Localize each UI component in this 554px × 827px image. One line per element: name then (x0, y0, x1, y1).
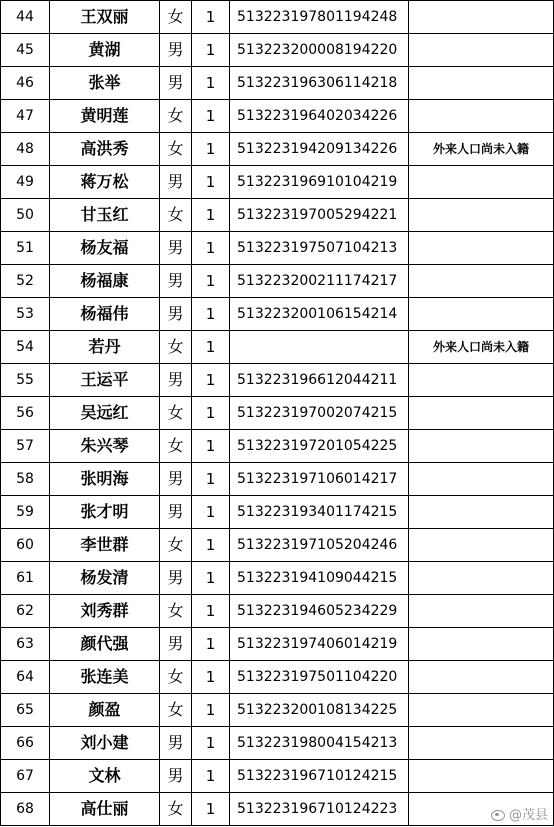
gender-cell: 女 (160, 331, 192, 364)
gender-cell: 男 (160, 34, 192, 67)
person-name: 张举 (50, 67, 160, 100)
table-row (1, 265, 554, 298)
note-cell (409, 265, 554, 298)
id-number-cell: 513223197106014217 (230, 463, 409, 496)
gender-cell: 男 (160, 562, 192, 595)
gender-cell: 女 (160, 430, 192, 463)
count-cell: 1 (192, 661, 230, 694)
count-cell: 1 (192, 67, 230, 100)
gender-cell: 男 (160, 265, 192, 298)
table-row (1, 562, 554, 595)
id-number-cell: 513223196402034226 (230, 100, 409, 133)
note-cell (409, 595, 554, 628)
id-number-cell: 513223196306114218 (230, 67, 409, 100)
count-cell: 1 (192, 760, 230, 793)
row-number: 49 (1, 166, 50, 199)
row-number: 58 (1, 463, 50, 496)
person-name: 黄湖 (50, 34, 160, 67)
table-row (1, 397, 554, 430)
count-cell: 1 (192, 364, 230, 397)
count-cell: 1 (192, 100, 230, 133)
id-number-cell: 513223194109044215 (230, 562, 409, 595)
row-number: 61 (1, 562, 50, 595)
row-number: 52 (1, 265, 50, 298)
row-number: 59 (1, 496, 50, 529)
row-number: 54 (1, 331, 50, 364)
row-number: 60 (1, 529, 50, 562)
table-row (1, 430, 554, 463)
note-cell (409, 661, 554, 694)
note-cell (409, 199, 554, 232)
note-cell (409, 364, 554, 397)
row-number: 47 (1, 100, 50, 133)
table-row (1, 793, 554, 826)
note-cell (409, 34, 554, 67)
person-name: 杨福康 (50, 265, 160, 298)
table-body (1, 1, 554, 826)
person-name: 黄明莲 (50, 100, 160, 133)
count-cell: 1 (192, 694, 230, 727)
table-row (1, 232, 554, 265)
gender-cell: 女 (160, 397, 192, 430)
count-cell: 1 (192, 331, 230, 364)
gender-cell: 男 (160, 232, 192, 265)
table-row (1, 529, 554, 562)
person-name: 颜盈 (50, 694, 160, 727)
person-name: 张明海 (50, 463, 160, 496)
note-cell (409, 496, 554, 529)
id-number-cell: 513223196710124223 (230, 793, 409, 826)
weibo-icon (490, 808, 506, 820)
gender-cell: 女 (160, 595, 192, 628)
person-name: 李世群 (50, 529, 160, 562)
table-row (1, 727, 554, 760)
count-cell: 1 (192, 199, 230, 232)
table-row (1, 67, 554, 100)
note-cell (409, 298, 554, 331)
note-cell (409, 67, 554, 100)
id-number-cell: 513223197002074215 (230, 397, 409, 430)
note-cell: 外来人口尚未入籍 (409, 331, 554, 364)
id-number-cell: 513223196612044211 (230, 364, 409, 397)
row-number: 66 (1, 727, 50, 760)
id-number-cell: 513223194605234229 (230, 595, 409, 628)
note-cell (409, 628, 554, 661)
table-row (1, 661, 554, 694)
person-name: 刘小建 (50, 727, 160, 760)
row-number: 64 (1, 661, 50, 694)
table-row (1, 364, 554, 397)
count-cell: 1 (192, 265, 230, 298)
table-row (1, 166, 554, 199)
row-number: 68 (1, 793, 50, 826)
count-cell: 1 (192, 562, 230, 595)
gender-cell: 女 (160, 661, 192, 694)
row-number: 67 (1, 760, 50, 793)
id-number-cell: 513223197801194248 (230, 1, 409, 34)
row-number: 63 (1, 628, 50, 661)
gender-cell: 男 (160, 463, 192, 496)
id-number-cell: 513223200108134225 (230, 694, 409, 727)
person-name: 文林 (50, 760, 160, 793)
table-row (1, 496, 554, 529)
person-name: 若丹 (50, 331, 160, 364)
note-cell (409, 232, 554, 265)
gender-cell: 女 (160, 529, 192, 562)
gender-cell: 男 (160, 166, 192, 199)
row-number: 65 (1, 694, 50, 727)
row-number: 53 (1, 298, 50, 331)
gender-cell: 女 (160, 199, 192, 232)
gender-cell: 男 (160, 364, 192, 397)
id-number-cell: 513223200211174217 (230, 265, 409, 298)
person-name: 王双丽 (50, 1, 160, 34)
table-row (1, 694, 554, 727)
id-number-cell: 513223198004154213 (230, 727, 409, 760)
table-row (1, 133, 554, 166)
person-name: 高仕丽 (50, 793, 160, 826)
row-number: 55 (1, 364, 50, 397)
gender-cell: 男 (160, 298, 192, 331)
id-number-cell: 513223197501104220 (230, 661, 409, 694)
id-number-cell: 513223197201054225 (230, 430, 409, 463)
gender-cell: 男 (160, 628, 192, 661)
count-cell: 1 (192, 166, 230, 199)
count-cell: 1 (192, 793, 230, 826)
person-name: 张连美 (50, 661, 160, 694)
row-number: 62 (1, 595, 50, 628)
gender-cell: 女 (160, 793, 192, 826)
table-row (1, 100, 554, 133)
person-name: 朱兴琴 (50, 430, 160, 463)
gender-cell: 男 (160, 760, 192, 793)
count-cell: 1 (192, 232, 230, 265)
table-row (1, 1, 554, 34)
id-number-cell: 513223200106154214 (230, 298, 409, 331)
table-row (1, 331, 554, 364)
row-number: 48 (1, 133, 50, 166)
note-cell (409, 166, 554, 199)
person-name: 刘秀群 (50, 595, 160, 628)
count-cell: 1 (192, 529, 230, 562)
note-cell (409, 463, 554, 496)
row-number: 46 (1, 67, 50, 100)
table-row (1, 199, 554, 232)
person-name: 杨福伟 (50, 298, 160, 331)
table-row (1, 34, 554, 67)
count-cell: 1 (192, 628, 230, 661)
id-number-cell: 513223197406014219 (230, 628, 409, 661)
count-cell: 1 (192, 298, 230, 331)
note-cell (409, 100, 554, 133)
id-number-cell: 513223196710124215 (230, 760, 409, 793)
note-cell (409, 529, 554, 562)
note-cell: 外来人口尚未入籍 (409, 133, 554, 166)
id-number-cell: 513223197507104213 (230, 232, 409, 265)
note-cell (409, 397, 554, 430)
person-name: 王运平 (50, 364, 160, 397)
gender-cell: 男 (160, 727, 192, 760)
row-number: 57 (1, 430, 50, 463)
person-name: 杨友福 (50, 232, 160, 265)
count-cell: 1 (192, 397, 230, 430)
id-number-cell: 513223196910104219 (230, 166, 409, 199)
gender-cell: 女 (160, 100, 192, 133)
row-number: 44 (1, 1, 50, 34)
table-row (1, 595, 554, 628)
count-cell: 1 (192, 463, 230, 496)
person-name: 蒋万松 (50, 166, 160, 199)
gender-cell: 女 (160, 694, 192, 727)
id-number-cell: 513223193401174215 (230, 496, 409, 529)
id-number-cell: 513223194209134226 (230, 133, 409, 166)
row-number: 56 (1, 397, 50, 430)
person-name: 张才明 (50, 496, 160, 529)
count-cell: 1 (192, 430, 230, 463)
row-number: 51 (1, 232, 50, 265)
gender-cell: 女 (160, 1, 192, 34)
table-row (1, 760, 554, 793)
table-row (1, 463, 554, 496)
count-cell: 1 (192, 727, 230, 760)
note-cell (409, 430, 554, 463)
weibo-watermark (490, 804, 548, 823)
person-name: 吴远红 (50, 397, 160, 430)
id-number-cell: 513223197105204246 (230, 529, 409, 562)
id-number-cell: 513223197005294221 (230, 199, 409, 232)
id-number-cell (230, 331, 409, 364)
watermark-text: @茂县 (508, 808, 548, 823)
table-row (1, 628, 554, 661)
person-name: 杨发清 (50, 562, 160, 595)
note-cell (409, 1, 554, 34)
count-cell: 1 (192, 133, 230, 166)
gender-cell: 男 (160, 67, 192, 100)
row-number: 50 (1, 199, 50, 232)
note-cell (409, 760, 554, 793)
note-cell (409, 562, 554, 595)
person-name: 高洪秀 (50, 133, 160, 166)
gender-cell: 男 (160, 496, 192, 529)
gender-cell: 女 (160, 133, 192, 166)
count-cell: 1 (192, 496, 230, 529)
note-cell (409, 694, 554, 727)
person-name: 甘玉红 (50, 199, 160, 232)
row-number: 45 (1, 34, 50, 67)
table-row (1, 298, 554, 331)
note-cell (409, 727, 554, 760)
person-name: 颜代强 (50, 628, 160, 661)
count-cell: 1 (192, 1, 230, 34)
count-cell: 1 (192, 34, 230, 67)
id-number-cell: 513223200008194220 (230, 34, 409, 67)
count-cell: 1 (192, 595, 230, 628)
